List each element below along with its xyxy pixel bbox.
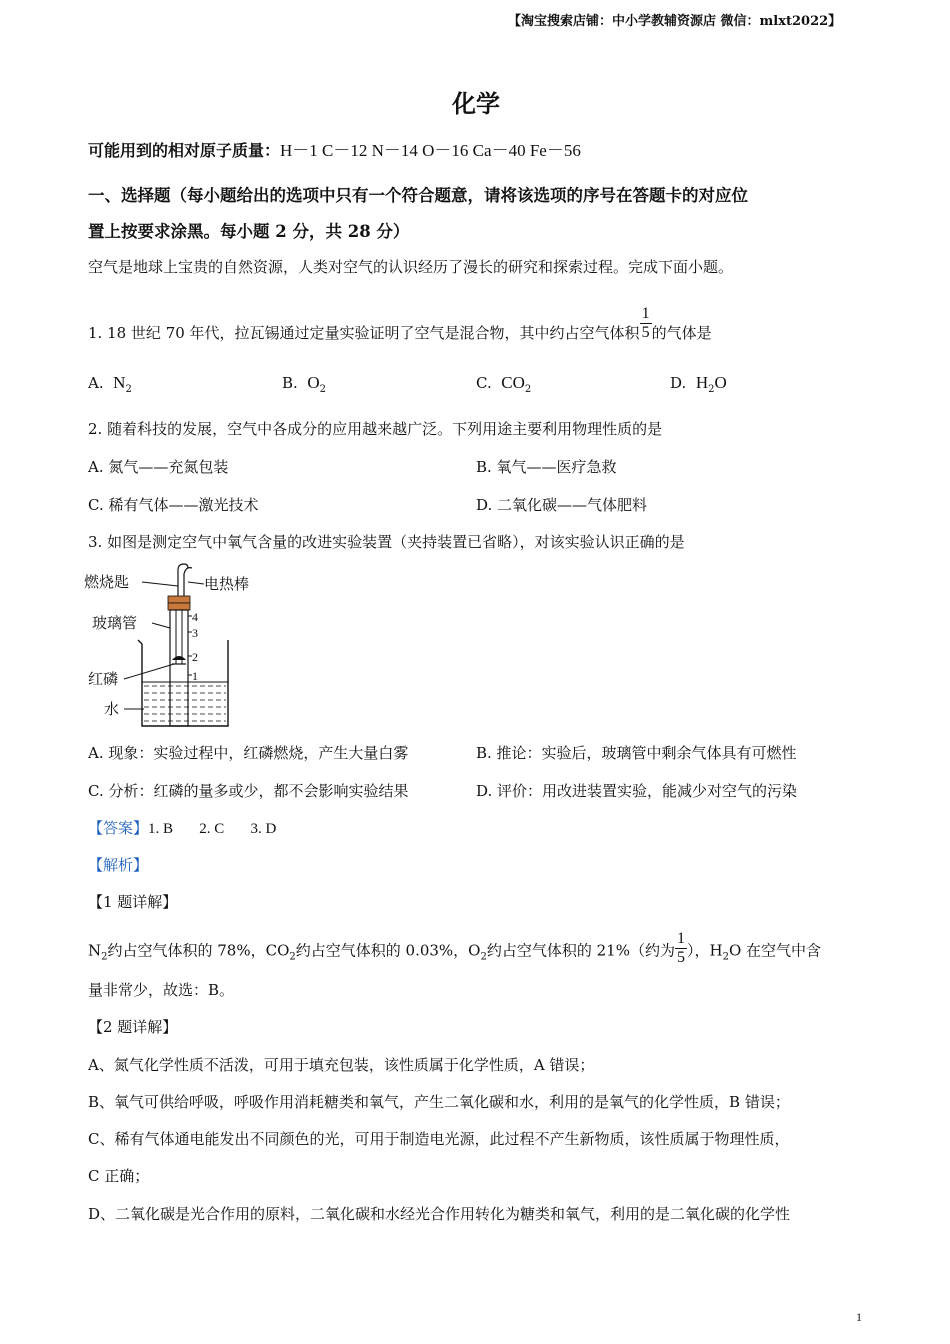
q3-option-d: D. 评价：用改进装置实验，能减少对空气的污染 <box>476 782 798 800</box>
label-rod: 电热棒 <box>204 575 250 593</box>
q3-apparatus-figure <box>84 560 284 732</box>
intro-text: 空气是地球上宝贵的自然资源，人类对空气的认识经历了漫长的研究和探索过程。完成下面小题。 <box>88 258 734 276</box>
svg-text:4: 4 <box>192 610 198 624</box>
q1-frac-den: 5 <box>641 323 650 341</box>
q2-option-a: A. 氮气——充氮包装 <box>88 458 229 476</box>
svg-text:2: 2 <box>192 650 198 664</box>
atomic-mass-values: H－1 C－12 N－14 O－16 Ca－40 Fe－56 <box>280 141 581 160</box>
detail1-tag: 【1 题详解】 <box>88 893 178 911</box>
answer-line <box>88 817 276 838</box>
svg-text:1: 1 <box>192 669 198 683</box>
question-2: 2. 随着科技的发展，空气中各成分的应用越来越广泛。下列用途主要利用物理性质的是 <box>88 420 663 438</box>
answer-tag: 【答案】 <box>88 819 149 837</box>
q3-option-a: A. 现象：实验过程中，红磷燃烧，产生大量白雾 <box>88 744 409 762</box>
detail2-a: A、氮气化学性质不活泼，可用于填充包装，该性质属于化学性质，A 错误； <box>88 1056 595 1074</box>
q1-option-c: C. $CO_2$ <box>476 373 532 395</box>
detail2-tag: 【2 题详解】 <box>88 1018 178 1036</box>
label-spoon: 燃烧匙 <box>84 573 130 591</box>
q1-stem-after: 的气体是 <box>651 324 712 342</box>
q1-frac-num: 1 <box>641 304 650 322</box>
q3-option-c: C. 分析：红磷的量多或少，都不会影响实验结果 <box>88 782 409 800</box>
atomic-mass-label: 可能用到的相对原子质量： <box>88 141 281 160</box>
q2-option-d: D. 二氧化碳——气体肥料 <box>476 496 648 514</box>
detail2-c1: C、稀有气体通电能发出不同颜色的光，可用于制造电光源，此过程不产生新物质，该性质属于物理性质， <box>88 1130 790 1148</box>
section-heading-line2: 置上按要求涂黑。每小题 2 分，共 28 分） <box>88 222 410 241</box>
section-heading-line1: 一、选择题（每小题给出的选项中只有一个符合题意，请将该选项的序号在答题卡的对应位 <box>88 186 748 205</box>
answer-items: 1. B 2. C 3. D <box>148 821 277 837</box>
detail2-b: B、氧气可供给呼吸，呼吸作用消耗糖类和氧气，产生二氧化碳和水，利用的是氧气的化学性质，B 错误； <box>88 1093 790 1111</box>
q1-option-b: B. $O_2$ <box>282 373 326 395</box>
label-water: 水 <box>104 700 120 718</box>
detail2-d: D、二氧化碳是光合作用的原料，二氧化碳和水经光合作用转化为糖类和氧气，利用的是二氧化碳的化学性 <box>88 1205 791 1223</box>
detail1-line1: $N_2$约占空气体积的 78%，$CO_2$约占空气体积的 0.03%，$O_2$约占空气体积的 21%（约为 $\frac{1}{5}$ ），$H_2O$ 在空气中含 <box>88 930 822 966</box>
detail1-fraction: $\frac{1}{5}$ <box>676 930 685 966</box>
detail2-c2: C 正确； <box>88 1167 150 1185</box>
svg-text:3: 3 <box>192 626 198 640</box>
page-title: 化学 <box>452 89 500 118</box>
detail1-line2: 量非常少，故选：B。 <box>88 981 235 999</box>
page-number: 1 <box>856 1310 862 1324</box>
question-3: 3. 如图是测定空气中氧气含量的改进实验装置（夹持装置已省略），对该实验认识正确的是 <box>88 533 685 551</box>
q1-fraction <box>640 305 652 342</box>
q1-option-a: A. $N_2$ <box>88 373 132 395</box>
question-1 <box>88 304 712 343</box>
label-phosphorus: 红磷 <box>88 670 119 688</box>
shop-note: 【淘宝搜索店铺：中小学教辅资源店 微信：mlxt2022】 <box>508 14 842 29</box>
q1-option-d: D. $H_2O$ <box>670 373 727 395</box>
analysis-tag: 【解析】 <box>88 856 149 874</box>
q2-option-b: B. 氧气——医疗急救 <box>476 458 617 476</box>
label-tube: 玻璃管 <box>92 614 138 632</box>
q1-stem-before: 1. 18 世纪 70 年代，拉瓦锡通过定量实验证明了空气是混合物，其中约占空气体积 <box>88 324 640 342</box>
atomic-mass-line <box>88 136 581 161</box>
q2-option-c: C. 稀有气体——激光技术 <box>88 496 259 514</box>
q3-option-b: B. 推论：实验后，玻璃管中剩余气体具有可燃性 <box>476 744 797 762</box>
